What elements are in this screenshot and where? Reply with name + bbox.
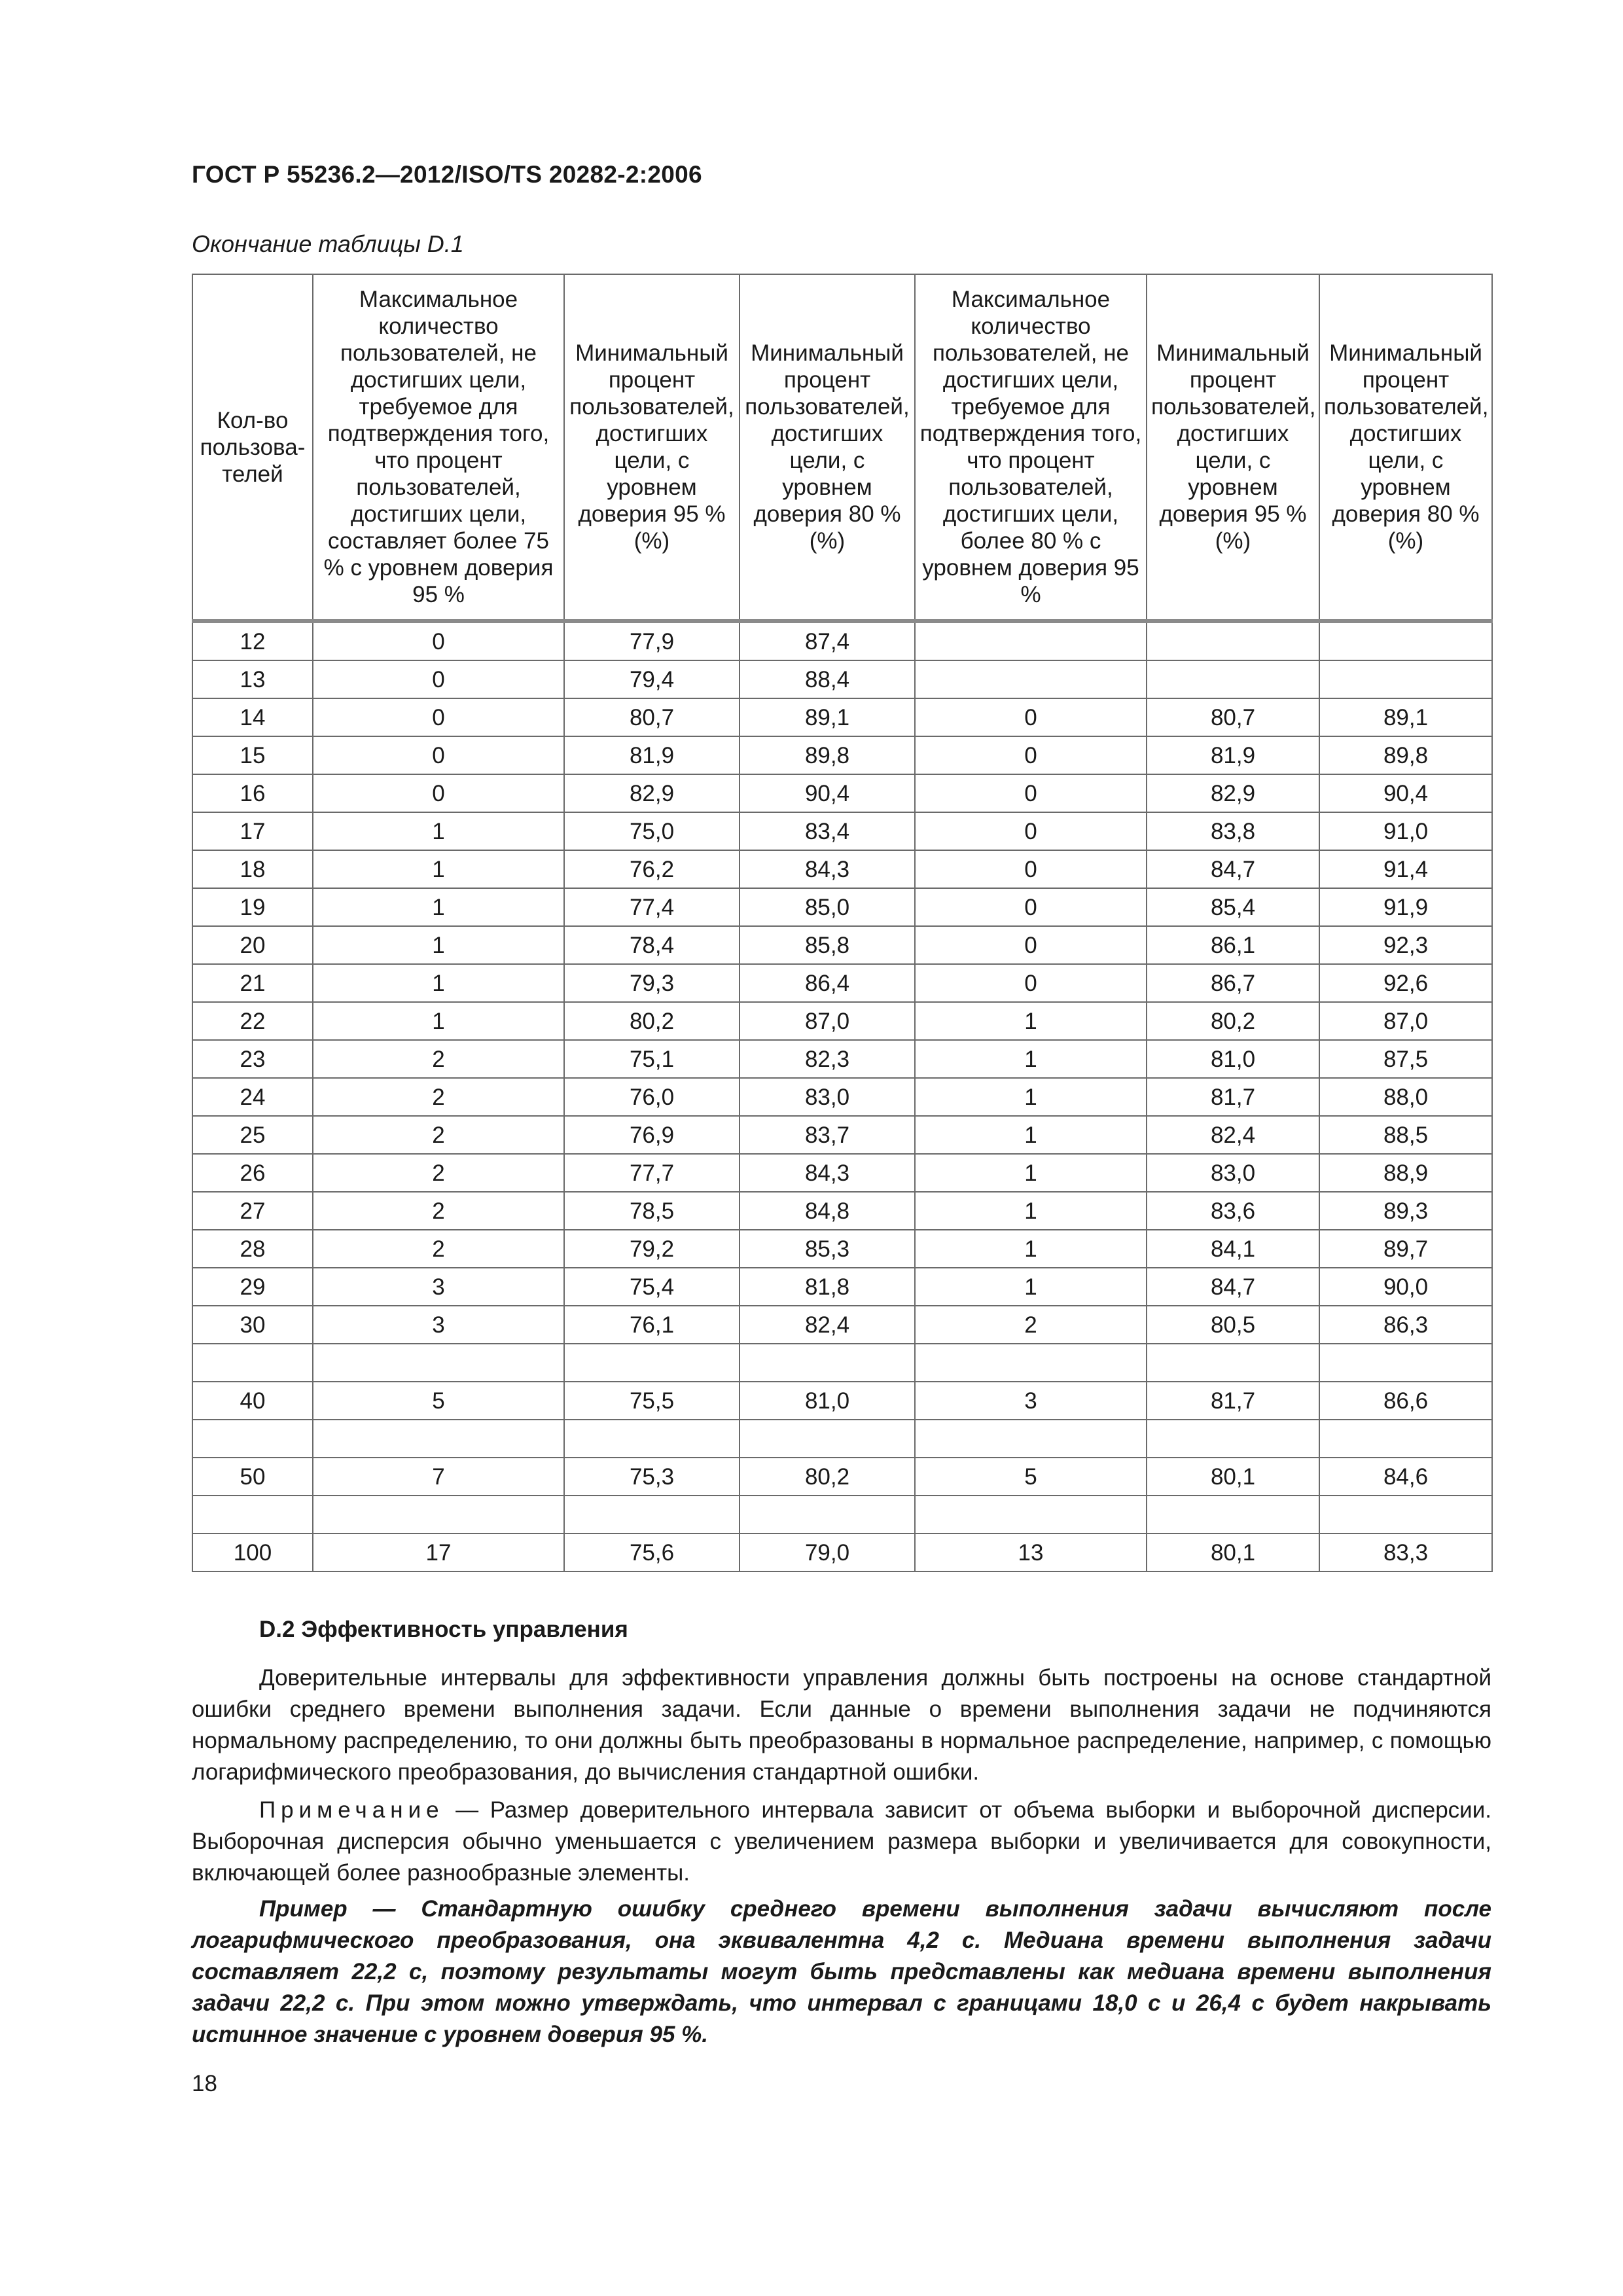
table-cell [192,1420,313,1458]
column-header: Минимальный процент пользователей, достигших цели, с уровнем доверия 95 % (%) [564,274,740,621]
table-cell [1319,1496,1492,1534]
table-row [192,1458,1492,1496]
table-cell: 13 [192,660,313,698]
table-cell: 76,9 [564,1116,740,1154]
table-cell: 88,5 [1319,1116,1492,1154]
table-cell: 18 [192,850,313,888]
table-cell: 21 [192,964,313,1002]
table-cell: 13 [915,1534,1147,1571]
table-cell: 77,9 [564,621,740,660]
table-cell [1319,621,1492,660]
table-cell: 85,0 [740,888,915,926]
table-cell: 1 [915,1116,1147,1154]
table-cell [1319,660,1492,698]
table-cell: 19 [192,888,313,926]
table-cell: 82,4 [1147,1116,1319,1154]
table-cell [1147,1420,1319,1458]
table-cell: 17 [192,812,313,850]
table-cell: 91,9 [1319,888,1492,926]
table-row [192,1116,1492,1154]
table-cell: 100 [192,1534,313,1571]
section-title: D.2 Эффективность управления [259,1617,628,1642]
table-cell: 0 [313,698,564,736]
table-cell: 84,1 [1147,1230,1319,1268]
paragraph: Доверительные интервалы для эффективности управления должны быть построены на основе стандартной ошибки среднего времени выполнения задачи. Если данные о времени выполнения задачи не подчиняются нормальному распределению, то они должны быть преобразованы в нормальное распределение, например, с помощью логарифмического преобразования, до вычисления стандартной ошибки. [192,1665,1491,1785]
table-cell: 92,6 [1319,964,1492,1002]
table-cell: 78,4 [564,926,740,964]
table-row [192,1192,1492,1230]
table-cell: 86,7 [1147,964,1319,1002]
table-cell: 75,4 [564,1268,740,1306]
table-cell: 80,2 [564,1002,740,1040]
table-cell: 29 [192,1268,313,1306]
table-row [192,1002,1492,1040]
table-cell: 2 [313,1078,564,1116]
table-cell: 83,0 [1147,1154,1319,1192]
table-cell: 83,4 [740,812,915,850]
table-cell: 0 [915,736,1147,774]
table-cell: 3 [313,1268,564,1306]
table-row [192,1230,1492,1268]
column-header: Минимальный процент пользователей, достигших цели, с уровнем доверия 95 % (%) [1147,274,1319,621]
table-cell: 1 [915,1230,1147,1268]
table-row [192,812,1492,850]
table-cell: 88,9 [1319,1154,1492,1192]
table-cell: 0 [915,698,1147,736]
table-cell: 26 [192,1154,313,1192]
table-cell: 1 [915,1154,1147,1192]
table-cell: 87,0 [1319,1002,1492,1040]
table-cell: 76,1 [564,1306,740,1344]
table-cell [564,1420,740,1458]
table-cell: 24 [192,1078,313,1116]
table-cell [1147,1344,1319,1382]
table-cell: 88,0 [1319,1078,1492,1116]
table-cell [1319,1344,1492,1382]
table-cell [915,1420,1147,1458]
table-row [192,1344,1492,1382]
table-cell: 1 [915,1040,1147,1078]
table-cell: 79,0 [740,1534,915,1571]
table-cell: 82,3 [740,1040,915,1078]
table-cell: 86,4 [740,964,915,1002]
table-cell [915,621,1147,660]
table-cell: 89,1 [740,698,915,736]
column-header: Максимальное количество пользователей, не достигших цели, требуемое для подтверждения того, что процент пользователей, достигших цели, более 80 % с уровнем доверия 95 % [915,274,1147,621]
table-cell: 2 [915,1306,1147,1344]
table-cell: 75,0 [564,812,740,850]
table-cell: 87,0 [740,1002,915,1040]
table-cell [192,1344,313,1382]
table-cell: 86,6 [1319,1382,1492,1420]
table-cell: 0 [313,774,564,812]
table-cell: 1 [313,888,564,926]
table-cell: 87,5 [1319,1040,1492,1078]
table-cell: 1 [313,964,564,1002]
table-row [192,1534,1492,1571]
table-cell: 89,8 [740,736,915,774]
table-row [192,736,1492,774]
table-cell: 2 [313,1116,564,1154]
table-row [192,1420,1492,1458]
table-cell [313,1420,564,1458]
table-row [192,660,1492,698]
table-row [192,1154,1492,1192]
table-cell: 91,4 [1319,850,1492,888]
table-cell: 90,4 [740,774,915,812]
table-cell: 20 [192,926,313,964]
table-cell: 80,7 [564,698,740,736]
table-cell: 75,3 [564,1458,740,1496]
table-cell: 0 [915,812,1147,850]
table-cell: 75,6 [564,1534,740,1571]
table-cell: 81,8 [740,1268,915,1306]
table-cell: 0 [915,888,1147,926]
table-cell: 5 [915,1458,1147,1496]
table-cell: 89,1 [1319,698,1492,736]
table-cell: 89,3 [1319,1192,1492,1230]
note-label: Примечание [259,1797,444,1823]
table-cell: 84,7 [1147,850,1319,888]
table-row [192,774,1492,812]
note-text: — Размер доверительного интервала зависит от объема выборки и выборочной дисперсии. Выборочная дисперсия обычно уменьшается с увеличением размера выборки и увеличивается для совокупности, включающей более разнообразные элементы. [192,1797,1491,1886]
table-row [192,964,1492,1002]
table-cell: 12 [192,621,313,660]
table-cell: 84,3 [740,1154,915,1192]
table-cell: 92,3 [1319,926,1492,964]
table-cell: 17 [313,1534,564,1571]
standard-designation: ГОСТ Р 55236.2—2012/ISO/TS 20282-2:2006 [192,161,702,188]
table-cell: 84,6 [1319,1458,1492,1496]
table-cell: 88,4 [740,660,915,698]
table-cell: 1 [915,1192,1147,1230]
table-cell: 90,0 [1319,1268,1492,1306]
table-cell: 84,7 [1147,1268,1319,1306]
table-cell: 79,2 [564,1230,740,1268]
table-cell: 28 [192,1230,313,1268]
table-cell: 0 [915,774,1147,812]
table-row [192,1040,1492,1078]
table-caption: Окончание таблицы D.1 [192,230,464,257]
table-cell: 30 [192,1306,313,1344]
table-cell: 1 [915,1002,1147,1040]
table-cell: 76,2 [564,850,740,888]
table-cell: 23 [192,1040,313,1078]
table-row [192,926,1492,964]
table-cell: 1 [915,1078,1147,1116]
table-cell [313,1496,564,1534]
table-cell: 85,4 [1147,888,1319,926]
table-cell [915,1344,1147,1382]
note-paragraph [192,1795,1491,1889]
table-cell: 80,1 [1147,1534,1319,1571]
table-cell [915,660,1147,698]
table-cell: 81,7 [1147,1078,1319,1116]
table-row [192,621,1492,660]
table-row [192,698,1492,736]
table-cell: 2 [313,1154,564,1192]
table-cell: 85,8 [740,926,915,964]
table-cell: 3 [313,1306,564,1344]
table-cell: 78,5 [564,1192,740,1230]
table-cell: 83,7 [740,1116,915,1154]
table-cell: 15 [192,736,313,774]
table-cell [1147,1496,1319,1534]
table-cell: 0 [313,736,564,774]
table-cell: 0 [313,621,564,660]
table-row [192,1078,1492,1116]
table-cell: 83,8 [1147,812,1319,850]
table-cell: 5 [313,1382,564,1420]
table-cell: 80,5 [1147,1306,1319,1344]
table-cell: 80,1 [1147,1458,1319,1496]
table-cell: 83,3 [1319,1534,1492,1571]
table-cell: 82,4 [740,1306,915,1344]
table-cell: 2 [313,1230,564,1268]
column-header: Минимальный процент пользователей, достигших цели, с уровнем доверия 80 % (%) [1319,274,1492,621]
table-cell: 0 [915,926,1147,964]
table-cell [1319,1420,1492,1458]
table-cell: 82,9 [1147,774,1319,812]
table-cell: 25 [192,1116,313,1154]
table-cell: 79,4 [564,660,740,698]
table-cell: 81,9 [564,736,740,774]
table-cell: 7 [313,1458,564,1496]
table-row [192,888,1492,926]
table-cell: 0 [313,660,564,698]
example-paragraph: Пример — Стандартную ошибку среднего времени выполнения задачи вычисляют после логарифмического преобразования, она эквивалентна 4,2 с. Медиана времени выполнения задачи составляет 22,2 с, поэтому результаты могут быть представлены как медиана времени выполнения задачи 22,2 с. При этом можно утверждать, что интервал с границами 18,0 с и 26,4 с будет накрывать истинное значение с уровнем доверия 95 %. [192,1896,1491,2047]
table-cell: 80,7 [1147,698,1319,736]
table-cell: 90,4 [1319,774,1492,812]
table-cell: 1 [915,1268,1147,1306]
table-cell: 87,4 [740,621,915,660]
table-cell [740,1420,915,1458]
table-body [192,621,1492,1571]
table-cell [740,1344,915,1382]
table-cell [740,1496,915,1534]
table-cell: 75,5 [564,1382,740,1420]
table-cell: 1 [313,1002,564,1040]
table-cell: 75,1 [564,1040,740,1078]
table-header-row [192,274,1492,621]
table-row [192,850,1492,888]
table-cell: 77,7 [564,1154,740,1192]
table-cell [564,1344,740,1382]
table-cell: 83,6 [1147,1192,1319,1230]
table-cell [313,1344,564,1382]
table-cell: 81,9 [1147,736,1319,774]
table-cell: 0 [915,964,1147,1002]
table-cell: 82,9 [564,774,740,812]
table-cell: 81,7 [1147,1382,1319,1420]
table-cell: 81,0 [1147,1040,1319,1078]
table-cell: 89,8 [1319,736,1492,774]
table-cell: 40 [192,1382,313,1420]
table-cell: 3 [915,1382,1147,1420]
table-cell: 16 [192,774,313,812]
table-row [192,1382,1492,1420]
table-cell: 80,2 [1147,1002,1319,1040]
table-cell: 77,4 [564,888,740,926]
table-cell: 1 [313,926,564,964]
table-cell: 1 [313,850,564,888]
table-cell [1147,660,1319,698]
table-cell [915,1496,1147,1534]
page-number: 18 [192,2071,217,2096]
table-cell: 1 [313,812,564,850]
data-table [192,274,1493,1572]
table-cell [192,1496,313,1534]
column-header: Кол-во пользова-телей [192,274,313,621]
table-row [192,1268,1492,1306]
table-cell: 84,3 [740,850,915,888]
table-cell: 83,0 [740,1078,915,1116]
table-cell: 0 [915,850,1147,888]
table-cell: 86,1 [1147,926,1319,964]
table-cell: 84,8 [740,1192,915,1230]
table-cell: 14 [192,698,313,736]
table-cell: 79,3 [564,964,740,1002]
table-cell: 91,0 [1319,812,1492,850]
table-row [192,1496,1492,1534]
table-cell: 86,3 [1319,1306,1492,1344]
table-cell: 50 [192,1458,313,1496]
table-cell: 80,2 [740,1458,915,1496]
table-cell: 2 [313,1192,564,1230]
table-row [192,1306,1492,1344]
column-header: Минимальный процент пользователей, достигших цели, с уровнем доверия 80 % (%) [740,274,915,621]
table-cell: 76,0 [564,1078,740,1116]
table-cell [564,1496,740,1534]
table-cell: 2 [313,1040,564,1078]
table-cell: 89,7 [1319,1230,1492,1268]
table-cell: 85,3 [740,1230,915,1268]
table-cell: 22 [192,1002,313,1040]
column-header: Максимальное количество пользователей, не достигших цели, требуемое для подтверждения того, что процент пользователей, достигших цели, составляет более 75 % с уровнем доверия 95 % [313,274,564,621]
table-cell: 81,0 [740,1382,915,1420]
table-cell [1147,621,1319,660]
table-cell: 27 [192,1192,313,1230]
